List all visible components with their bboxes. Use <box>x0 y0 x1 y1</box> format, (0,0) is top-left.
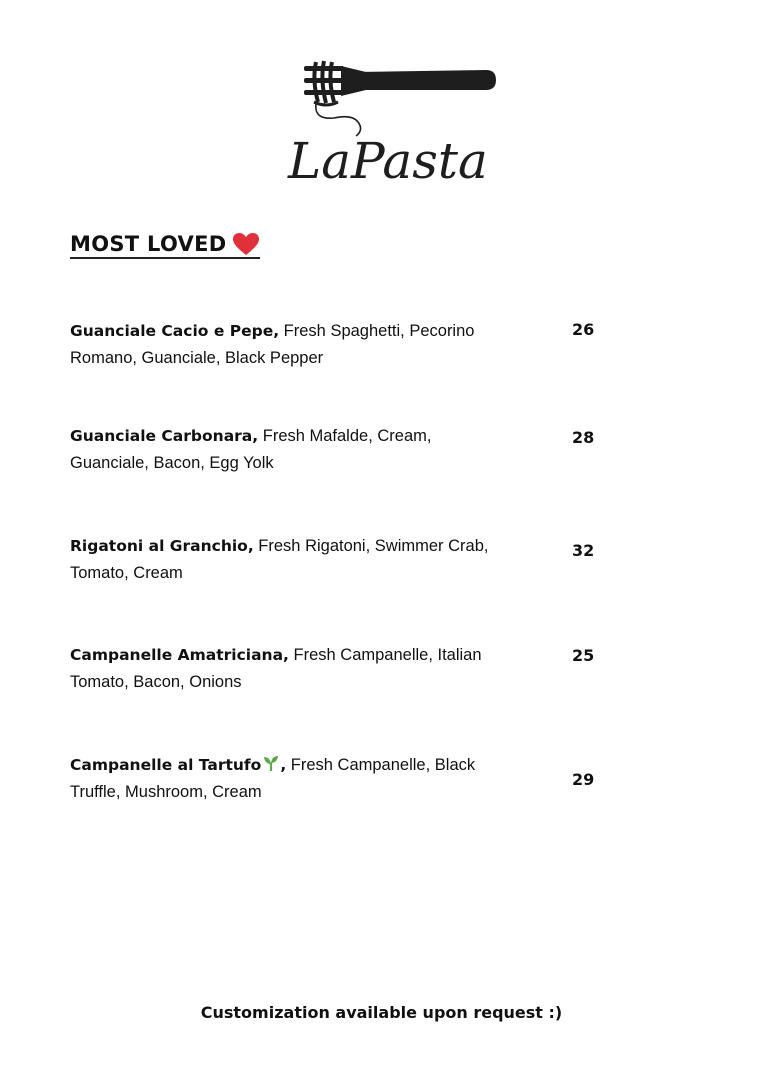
heart-icon <box>232 232 260 256</box>
fork-with-spaghetti-icon <box>286 58 501 188</box>
menu-item <box>70 423 600 477</box>
menu-item-price: 29 <box>572 770 595 789</box>
menu-item-description-block <box>70 752 510 806</box>
menu-item-name: Campanelle al Tartufo <box>70 756 262 774</box>
menu-item-name: Guanciale Carbonara, <box>70 427 259 445</box>
sprout-icon <box>262 754 280 772</box>
menu-item-name-suffix: , <box>280 756 287 774</box>
menu-item-price: 25 <box>572 646 595 665</box>
section-title-label: MOST LOVED <box>70 232 227 256</box>
menu-item <box>70 752 600 806</box>
menu-item-description-block <box>70 642 510 696</box>
menu-item-price: 32 <box>572 541 595 560</box>
menu-item-description: Fresh Spaghetti, Pecorino Romano, Guanciale, Black Pepper <box>70 322 475 367</box>
menu-item-description: Fresh Rigatoni, Swimmer Crab, Tomato, Cream <box>70 537 489 582</box>
menu-item-name: Campanelle Amatriciana, <box>70 646 289 664</box>
section-title <box>70 232 260 259</box>
menu-item-description-block <box>70 533 510 587</box>
menu-item-price: 28 <box>572 428 595 447</box>
menu-item-description: Fresh Mafalde, Cream, Guanciale, Bacon, Egg Yolk <box>70 427 432 472</box>
menu-item <box>70 642 600 696</box>
menu-item-description: Fresh Campanelle, Black Truffle, Mushroom, Cream <box>70 756 476 801</box>
menu-item-name: Guanciale Cacio e Pepe, <box>70 322 280 340</box>
menu-item-name: Rigatoni al Granchio, <box>70 537 254 555</box>
menu-item-description-block <box>70 423 510 477</box>
menu-item-price: 26 <box>572 320 595 339</box>
menu-item <box>70 318 600 372</box>
customization-note: Customization available upon request :) <box>200 1003 563 1022</box>
brand-logo <box>286 58 501 188</box>
menu-item <box>70 533 600 587</box>
svg-text:LaPasta: LaPasta <box>288 132 488 188</box>
menu-item-description: Fresh Campanelle, Italian Tomato, Bacon, Onions <box>70 646 482 691</box>
menu-item-description-block <box>70 318 510 372</box>
